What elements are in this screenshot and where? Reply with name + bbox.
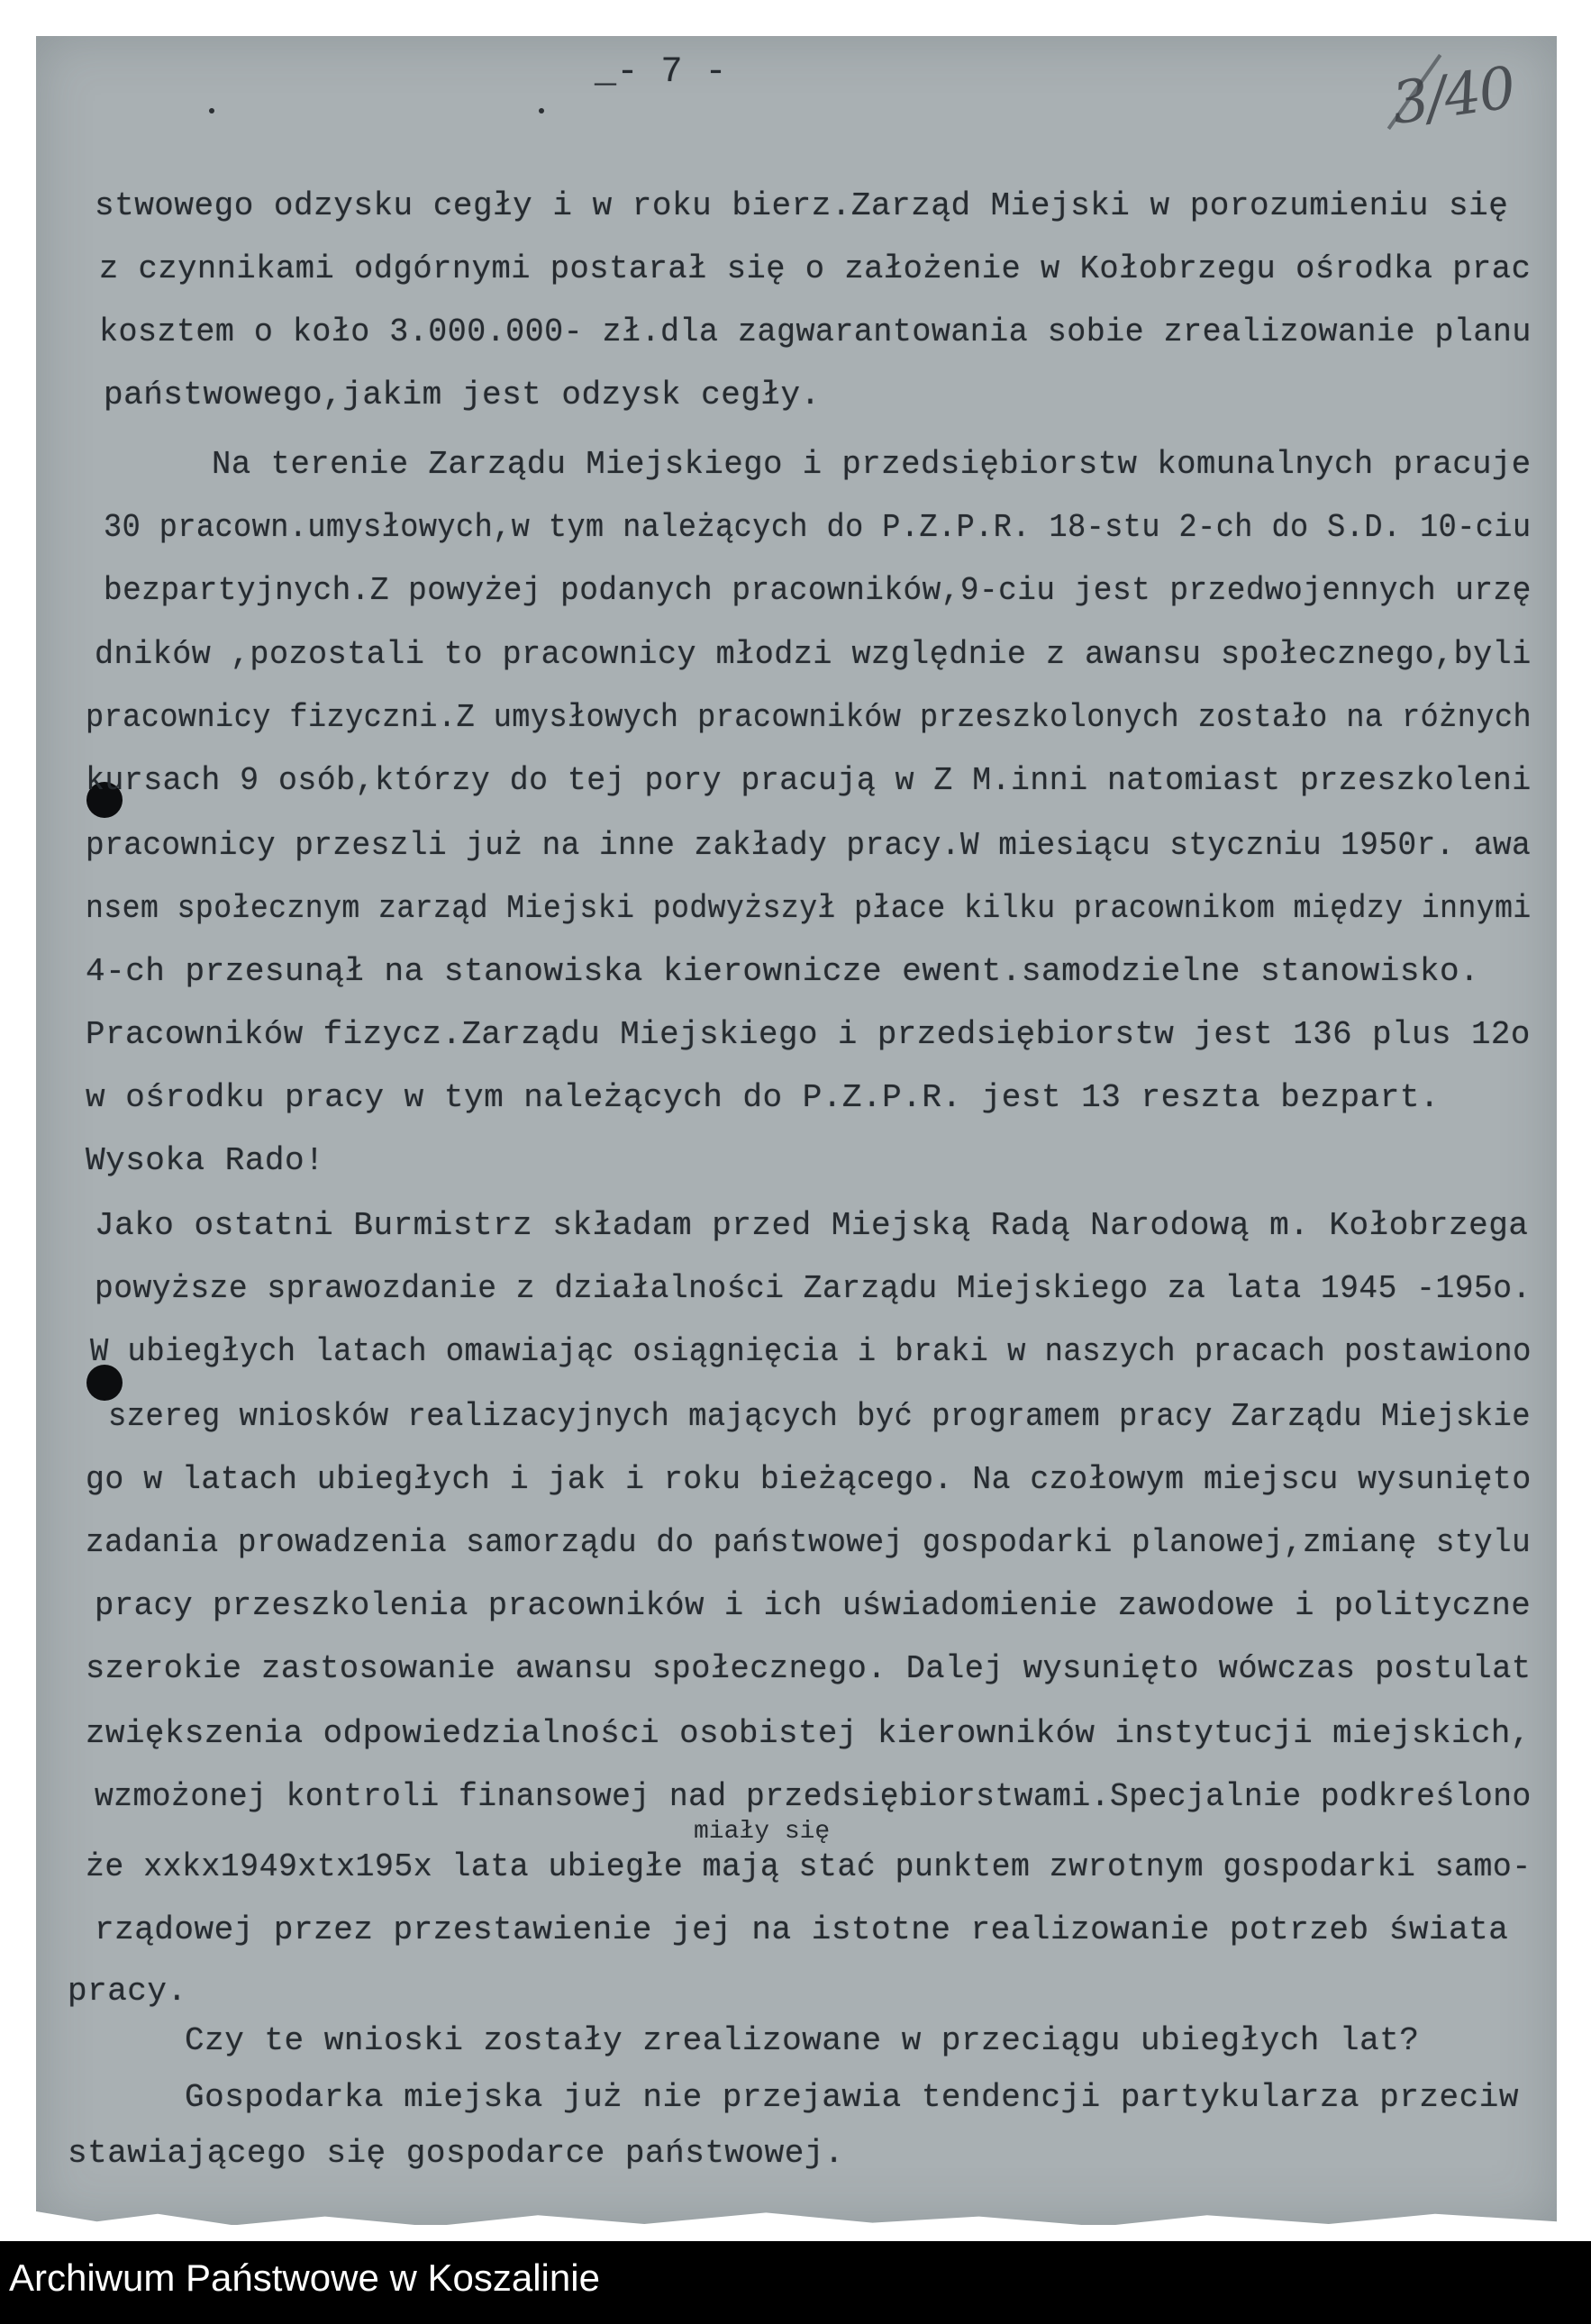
text-line: bezpartyjnych.Z powyżej podanych pracowników,9-ciu jest przedwojennych urzę: [104, 572, 1532, 609]
text-line: Gospodarka miejska już nie przejawia tendencji partykularza przeciw: [185, 2079, 1519, 2116]
ink-speck: [209, 108, 214, 113]
text-line: pracownicy przeszli już na inne zakłady pracy.W miesiącu styczniu 1950r. awa: [86, 827, 1532, 864]
punch-hole-icon: [86, 1365, 123, 1401]
typed-page: [36, 36, 1557, 2225]
text-line: szereg wniosków realizacyjnych mających być programem pracy Zarządu Miejskie: [108, 1398, 1532, 1435]
page-number: _- 7 -: [595, 52, 728, 93]
text-line: pracy.: [68, 1973, 187, 2010]
text-line: W ubiegłych latach omawiając osiągnięcia i braki w naszych pracach postawiono: [90, 1333, 1532, 1370]
text-line: rządowej przez przestawienie jej na istotne realizowanie potrzeb świata: [95, 1911, 1509, 1948]
archive-name: Archiwum Państwowe w Koszalinie: [9, 2256, 600, 2299]
text-line: zwiększenia odpowiedzialności osobistej kierowników instytucji miejskich,: [86, 1715, 1531, 1752]
text-line: kosztem o koło 3.000.000- zł.dla zagwarantowania sobie zrealizowanie planu: [99, 313, 1532, 350]
text-line: dników ,pozostali to pracownicy młodzi względnie z awansu społecznego,byli: [95, 636, 1532, 673]
text-line: zadania prowadzenia samorządu do państwowej gospodarki planowej,zmianę stylu: [86, 1524, 1532, 1561]
text-line: Wysoka Rado!: [86, 1142, 325, 1179]
text-line: szerokie zastosowanie awansu społecznego. Dalej wysunięto wówczas postulat: [86, 1650, 1532, 1687]
text-line: 4-ch przesunął na stanowiska kierownicze ewent.samodzielne stanowisko.: [86, 953, 1480, 990]
text-line: 30 pracown.umysłowych,w tym należących do P.Z.P.R. 18-stu 2-ch do S.D. 10-ciu: [104, 509, 1532, 546]
typed-insertion: miały się: [694, 1818, 831, 1846]
text-line: Na terenie Zarządu Miejskiego i przedsiębiorstw komunalnych pracuje: [212, 446, 1532, 483]
text-line: stwowego odzysku cegły i w roku bierz.Zarząd Miejski w porozumieniu się: [95, 187, 1509, 224]
text-line: z czynnikami odgórnymi postarał się o założenie w Kołobrzegu ośrodka prac: [99, 250, 1532, 287]
text-line: pracy przeszkolenia pracowników i ich uświadomienie zawodowe i polityczne: [95, 1587, 1532, 1624]
text-line: stawiającego się gospodarce państwowej.: [68, 2135, 845, 2172]
text-line: go w latach ubiegłych i jak i roku bieżącego. Na czołowym miejscu wysunięto: [86, 1461, 1532, 1498]
ink-speck: [539, 108, 544, 113]
archive-number: 3/40: [1387, 54, 1519, 139]
text-line: nsem społecznym zarząd Miejski podwyższył płace kilku pracownikom między innymi: [86, 890, 1532, 927]
text-line: pracownicy fizyczni.Z umysłowych pracowników przeszkolonych zostało na różnych: [86, 699, 1532, 736]
text-line: Czy te wnioski zostały zrealizowane w przeciągu ubiegłych lat?: [185, 2022, 1420, 2059]
text-line: państwowego,jakim jest odzysk cegły.: [104, 377, 821, 413]
text-line: wzmożonej kontroli finansowej nad przedsiębiorstwami.Specjalnie podkreślono: [95, 1778, 1532, 1815]
text-line: powyższe sprawozdanie z działalności Zarządu Miejskiego za lata 1945 -195o.: [95, 1270, 1532, 1307]
text-line: że xxkx1949xtx195x lata ubiegłe mają stać punktem zwrotnym gospodarki samo-: [86, 1848, 1532, 1885]
text-line: Pracowników fizycz.Zarządu Miejskiego i przedsiębiorstw jest 136 plus 12o: [86, 1016, 1531, 1053]
text-line: w ośrodku pracy w tym należących do P.Z.P.R. jest 13 reszta bezpart.: [86, 1079, 1441, 1116]
text-line: kursach 9 osób,którzy do tej pory pracują w Z M.inni natomiast przeszkoleni: [86, 762, 1532, 799]
text-line: Jako ostatni Burmistrz składam przed Miejską Radą Narodową m. Kołobrzega: [95, 1207, 1529, 1244]
